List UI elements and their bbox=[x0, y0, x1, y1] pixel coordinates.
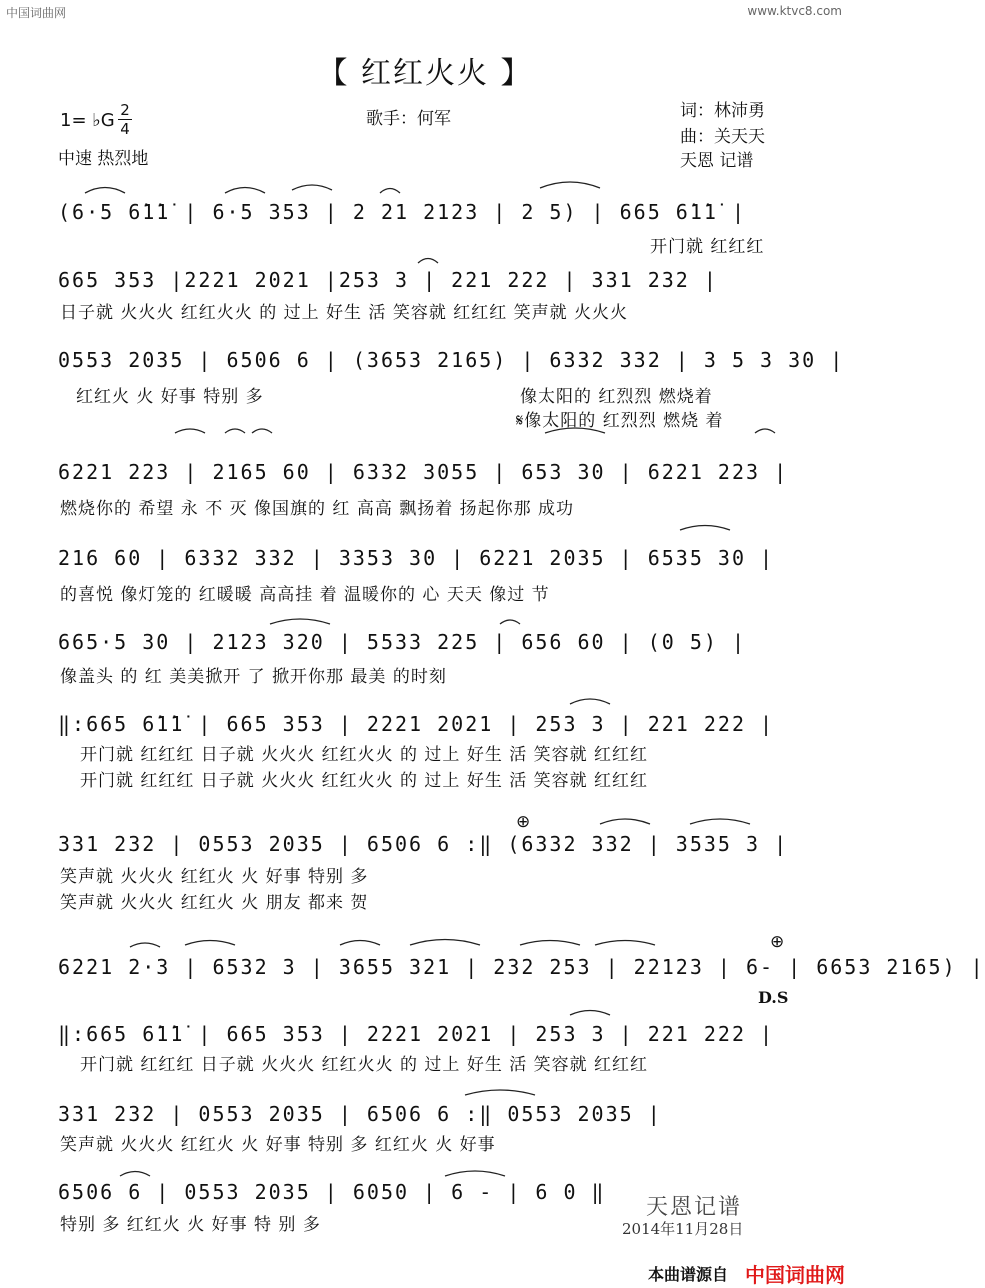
song-title: 【 红红火火 】 bbox=[317, 56, 533, 91]
composer: 曲：关天天 bbox=[680, 127, 765, 147]
slur-arc bbox=[130, 943, 160, 947]
notation-line: 6221 2·3 | 6532 3 | 3655 321 | 232 253 | 22123 | 6- | 6653 2165) | bbox=[58, 955, 985, 979]
watermark-right: www.ktvc8.com bbox=[747, 4, 842, 18]
lyricist: 词：林沛勇 bbox=[680, 101, 765, 121]
slur-arc bbox=[270, 619, 330, 624]
lyric-line: 𝄋像太阳的 红烈烈 燃烧 着 bbox=[516, 411, 724, 431]
notation-line: 0553 2035 | 6506 6 | (3653 2165) | 6332 332 | 3 5 3 30 | bbox=[58, 348, 845, 372]
notation-line: ‖:665 6̇1̇1̇ | 665 353 | 2221 2021 | 253 3 | 221 222 | bbox=[58, 712, 775, 736]
lyric-line: 的喜悦 像灯笼的 红暖暖 高高挂 着 温暖你的 心 天天 像过 节 bbox=[60, 585, 550, 605]
lyric-line: 笑声就 火火火 红红火 火 好事 特别 多 红红火 火 好事 bbox=[60, 1135, 496, 1155]
lyric-line: 像盖头 的 红 美美掀开 了 掀开你那 最美 的时刻 bbox=[60, 667, 447, 687]
notation-line: 665 353 |2221 2021 |253 3 | 221 222 | 331 232 | bbox=[58, 268, 718, 292]
key-signature: 1= ♭G bbox=[60, 110, 115, 131]
time-signature-top: 2 bbox=[120, 101, 130, 119]
slur-arc bbox=[540, 182, 600, 188]
slur-arc bbox=[252, 429, 272, 433]
lyric-line: 日子就 火火火 红红火火 的 过上 好生 活 笑容就 红红红 笑声就 火火火 bbox=[60, 303, 629, 323]
transcription-date: 2014年11月28日 bbox=[622, 1220, 744, 1238]
time-signature bbox=[118, 102, 132, 137]
notation-line: ‖:665 6̇1̇1̇ | 665 353 | 2221 2021 | 253 3 | 221 222 | bbox=[58, 1022, 775, 1046]
lyric-line: 笑声就 火火火 红红火 火 好事 特别 多 bbox=[60, 867, 369, 887]
lyric-line: 开门就 红红红 日子就 火火火 红红火火 的 过上 好生 活 笑容就 红红红 bbox=[80, 745, 649, 765]
notation-line: (6·5 6̇1̇1̇ | 6·5 353 | 2 21 2123 | 2 5) | 665 6̇1̇1̇ | bbox=[58, 200, 747, 224]
ds-mark: D.S bbox=[758, 988, 789, 1007]
slur-arc bbox=[225, 188, 265, 194]
lyric-line: 开门就 红红红 bbox=[650, 237, 765, 257]
slur-arc bbox=[600, 819, 650, 824]
slur-arc bbox=[755, 429, 775, 433]
time-signature-bottom: 4 bbox=[120, 120, 130, 138]
slur-arc bbox=[292, 185, 332, 190]
notation-line: 216 60 | 6332 332 | 3353 30 | 6221 2035 | 6535 30 | bbox=[58, 546, 775, 570]
slur-arc bbox=[85, 188, 125, 194]
slur-arc bbox=[465, 1090, 535, 1095]
slur-arc bbox=[445, 1171, 505, 1176]
slur-arc bbox=[185, 941, 235, 946]
slur-arc bbox=[500, 620, 520, 624]
transcriber-signature: 天恩记谱 bbox=[646, 1195, 743, 1220]
notation-line: 331 232 | 0553 2035 | 6506 6 :‖ 0553 2035 | bbox=[58, 1102, 662, 1126]
lyric-line: 像太阳的 红烈烈 燃烧着 bbox=[520, 387, 713, 407]
slur-arc bbox=[380, 189, 400, 194]
slur-arc bbox=[418, 259, 438, 264]
source-label: 本曲谱源自 bbox=[648, 1265, 729, 1284]
watermark-left: 中国词曲网 bbox=[6, 6, 67, 20]
slur-arc bbox=[340, 941, 380, 946]
lyric-line: 特别 多 红红火 火 好事 特 别 多 bbox=[60, 1215, 321, 1235]
tempo-marking: 中速 热烈地 bbox=[58, 149, 149, 169]
slur-arc bbox=[570, 1011, 610, 1016]
notation-line: 6506 6 | 0553 2035 | 6050 | 6 - | 6 0 ‖ bbox=[58, 1180, 606, 1204]
notation-line: 331 232 | 0553 2035 | 6506 6 :‖ (6332 332 | 3535 3 | bbox=[58, 832, 789, 856]
lyric-line: 开门就 红红红 日子就 火火火 红红火火 的 过上 好生 活 笑容就 红红红 bbox=[80, 1055, 649, 1075]
lyric-line: 燃烧你的 希望 永 不 灭 像国旗的 红 高高 飘扬着 扬起你那 成功 bbox=[60, 499, 575, 519]
slur-arc bbox=[690, 819, 750, 824]
coda-mark: ⊕ bbox=[516, 812, 531, 832]
slur-arc bbox=[120, 1172, 150, 1177]
lyric-line: 开门就 红红红 日子就 火火火 红红火火 的 过上 好生 活 笑容就 红红红 bbox=[80, 771, 649, 791]
slur-arc bbox=[410, 940, 480, 946]
lyric-line: 红红火 火 好事 特别 多 bbox=[76, 387, 264, 407]
source-site-link[interactable]: 中国词曲网 bbox=[745, 1263, 845, 1287]
slur-arc bbox=[570, 699, 610, 704]
slur-arc bbox=[520, 941, 580, 946]
slur-arc bbox=[680, 526, 730, 531]
slur-arc bbox=[225, 429, 245, 433]
singer: 歌手：何军 bbox=[366, 109, 451, 129]
slur-arc bbox=[175, 429, 205, 433]
notation-line: 6221 223 | 2165 60 | 6332 3055 | 653 30 | 6221 223 | bbox=[58, 460, 789, 484]
slur-arc bbox=[595, 941, 655, 946]
lyric-line: 笑声就 火火火 红红火 火 朋友 都来 贺 bbox=[60, 893, 369, 913]
transcriber: 天恩 记谱 bbox=[680, 151, 754, 171]
notation-line: 665·5 30 | 2123 320 | 5533 225 | 656 60 | (0 5) | bbox=[58, 630, 747, 654]
coda-mark: ⊕ bbox=[770, 932, 785, 952]
